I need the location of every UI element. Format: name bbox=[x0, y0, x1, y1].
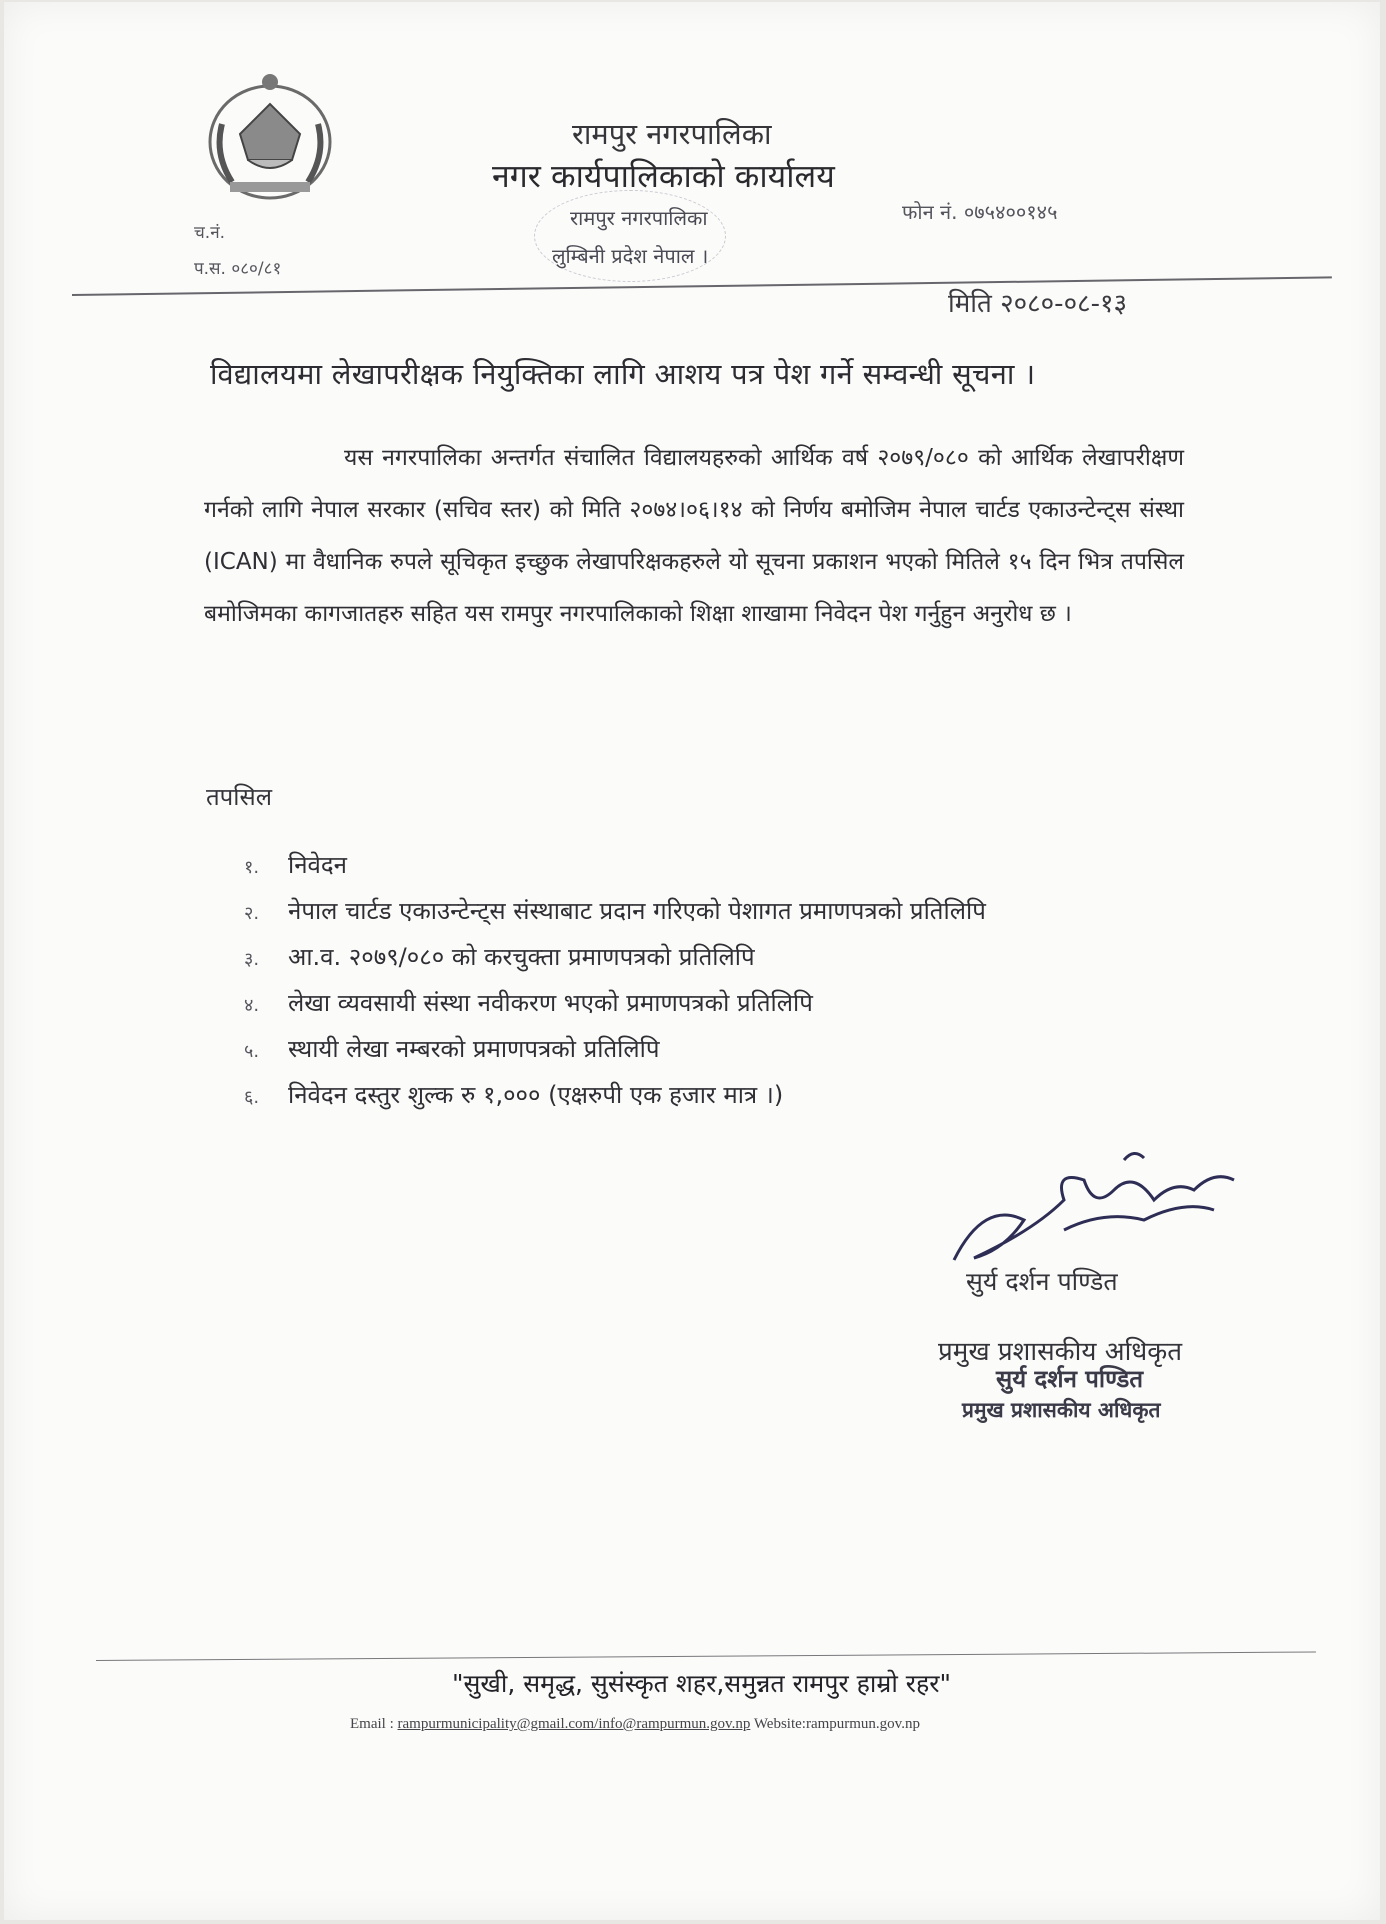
tapsil-heading: तपसिल bbox=[206, 783, 273, 811]
website-label: Website: bbox=[753, 1716, 806, 1732]
office-name: नगर कार्यपालिकाको कार्यालय bbox=[492, 157, 835, 195]
footer-divider bbox=[96, 1651, 1316, 1661]
notice-subject: विद्यालयमा लेखापरीक्षक नियुक्तिका लागि आशय पत्र पेश गर्ने सम्वन्धी सूचना । bbox=[210, 357, 1036, 391]
list-text: निवेदन bbox=[288, 851, 347, 879]
nepal-emblem-icon bbox=[200, 64, 340, 204]
reference-number: च.नं. bbox=[194, 223, 226, 243]
document-list bbox=[244, 848, 986, 1124]
list-number: १. bbox=[244, 857, 260, 878]
contact-line bbox=[350, 1716, 920, 1733]
list-item bbox=[244, 940, 986, 986]
list-text: निवेदन दस्तुर शुल्क रु १,००० (एक्षरुपी एक हजार मात्र ।) bbox=[288, 1081, 784, 1109]
stamp-signer-name: सुर्य दर्शन पण्डित bbox=[996, 1365, 1144, 1393]
list-number: ४. bbox=[244, 995, 260, 1016]
list-item bbox=[244, 1032, 986, 1078]
list-text: लेखा व्यवसायी संस्था नवीकरण भएको प्रमाणपत्रको प्रतिलिपि bbox=[288, 989, 813, 1017]
list-text: आ.व. २०७९/०८० को करचुक्ता प्रमाणपत्रको प्रतिलिपि bbox=[288, 943, 755, 971]
municipality-name: रामपुर नगरपालिका bbox=[572, 117, 772, 151]
notice-body: यस नगरपालिका अन्तर्गत संचालित विद्यालयहरुको आर्थिक वर्ष २०७९/०८० को आर्थिक लेखापरीक्षण गर्नको लागि नेपाल सरकार (सचिव स्तर) को मिति २०७४।०६।१४ को निर्णय बमोजिम नेपाल चार्टड एकाउन्टेन्ट्स संस्था (ICAN) मा वैधानिक रुपले सूचिकृत इच्छुक लेखापरिक्षकहरुले यो सूचना प्रकाशन भएको मितिले १५ दिन भित्र तपसिल बमोजिमका कागजातहरु सहित यस रामपुर नगरपालिकाको शिक्षा शाखामा निवेदन पेश गर्नुहुन अनुरोध छ । bbox=[204, 445, 1184, 627]
list-item bbox=[244, 848, 986, 894]
list-number: ६. bbox=[244, 1087, 260, 1108]
stamp-signer-title: प्रमुख प्रशासकीय अधिकृत bbox=[962, 1398, 1161, 1422]
email-address[interactable]: rampurmunicipality@gmail.com/info@rampurmun.gov.np bbox=[397, 1716, 751, 1732]
signer-name: सुर्य दर्शन पण्डित bbox=[966, 1267, 1118, 1296]
phone-number: फोन नं. ०७५४००१४५ bbox=[902, 200, 1058, 224]
list-text: स्थायी लेखा नम्बरको प्रमाणपत्रको प्रतिलिपि bbox=[288, 1035, 660, 1063]
list-text: नेपाल चार्टड एकाउन्टेन्ट्स संस्थाबाट प्रदान गरिएको पेशागत प्रमाणपत्रको प्रतिलिपि bbox=[288, 897, 986, 925]
email-label: Email : bbox=[350, 1716, 394, 1732]
list-item bbox=[244, 894, 986, 940]
list-item bbox=[244, 1078, 986, 1124]
municipality-motto: "सुखी, समृद्ध, सुसंस्कृत शहर,समुन्नत रामपुर हाम्रो रहर" bbox=[452, 1669, 951, 1698]
letter-date: मिति २०८०-०८-१३ bbox=[948, 289, 1128, 319]
website-address[interactable]: rampurmun.gov.np bbox=[805, 1716, 920, 1732]
letter-page bbox=[4, 2, 1380, 1920]
list-item bbox=[244, 986, 986, 1032]
list-number: ५. bbox=[244, 1041, 260, 1062]
header-divider bbox=[72, 276, 1332, 296]
signer-title: प्रमुख प्रशासकीय अधिकृत bbox=[938, 1337, 1183, 1367]
list-number: २. bbox=[244, 903, 260, 924]
stamp-text-line2: लुम्बिनी प्रदेश नेपाल । bbox=[552, 244, 709, 268]
letter-number: प.स. ०८०/८१ bbox=[194, 259, 282, 279]
list-number: ३. bbox=[244, 949, 260, 970]
stamp-text-line1: रामपुर नगरपालिका bbox=[570, 206, 708, 230]
